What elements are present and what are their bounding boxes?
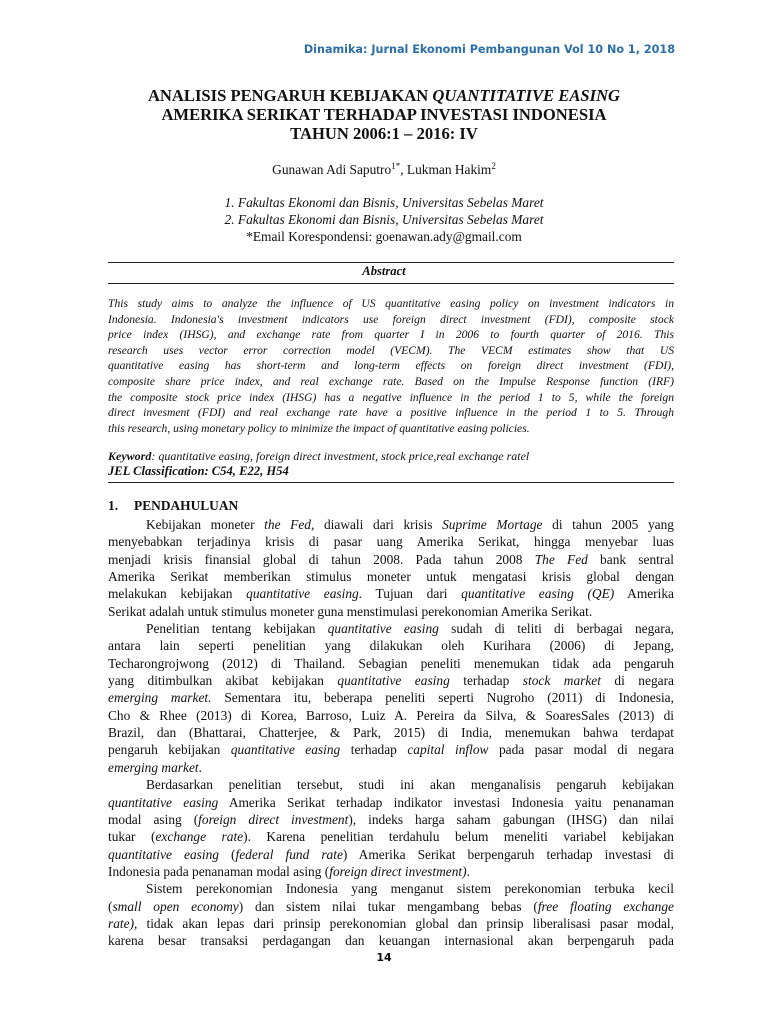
italic-term: exchange rate — [155, 829, 244, 845]
body-line — [108, 516, 674, 533]
text-run: Techarongrojwong (2012) di Thailand. Sebagian peneliti menemukan tidak ada pengaruh — [108, 655, 674, 671]
title-line-1-text: ANALISIS PENGARUH KEBIJAKAN — [147, 86, 433, 105]
text-run: . — [466, 863, 470, 879]
author-2: Lukman Hakim — [406, 162, 492, 177]
author-1: Gunawan Adi Saputro — [272, 162, 392, 177]
body-line — [108, 776, 674, 793]
text-run: yang ditimbulkan akibat kebijakan — [108, 673, 338, 689]
italic-term: federal fund rate — [235, 846, 343, 862]
abstract-line: Indonesia. Indonesia's investment indicators use foreign direct investment (FDI), composite stock — [108, 312, 674, 326]
italic-term: quantitative easing — [108, 794, 219, 810]
text-run: . Tujuan dari — [358, 586, 462, 602]
body-line — [108, 932, 674, 949]
affiliation-2: 2. Fakultas Ekonomi dan Bisnis, Universitas Sebelas Maret — [224, 212, 544, 227]
title-line-1-italic: QUANTITATIVE EASING — [432, 86, 621, 105]
abstract-text — [108, 296, 674, 436]
body-line — [108, 603, 674, 620]
text-run: Kebijakan moneter — [146, 517, 265, 532]
italic-term: emerging market. — [108, 690, 212, 706]
text-run: tukar ( — [108, 829, 156, 845]
text-run: ), indeks harga saham gabungan (IHSG) dan nilai — [348, 811, 674, 827]
italic-term: The Fed — [534, 551, 588, 567]
italic-term: quantitative easing — [108, 846, 219, 862]
abstract-rule — [108, 283, 674, 284]
text-run: Berdasarkan penelitian tersebut, studi ini akan menganalisis pengaruh kebijakan — [146, 777, 674, 793]
text-run: Penelitian tentang kebijakan — [146, 621, 328, 637]
text-run: modal asing ( — [108, 811, 199, 827]
author-1-marker: 1* — [391, 161, 401, 171]
body-line — [108, 915, 674, 932]
text-run: sudah di teliti di berbagai negara, — [438, 621, 675, 637]
text-run: ). Karena penelitian terdahulu belum meneliti variabel kebijakan — [243, 829, 674, 845]
abstract-line: quantitative easing has short-term and long-term effects on foreign direct investment (FDI), — [108, 359, 674, 373]
body-line — [108, 794, 674, 811]
text-run: ( — [108, 898, 113, 914]
abstract-heading: Abstract — [362, 264, 406, 278]
italic-term: capital inflow — [407, 742, 489, 758]
text-run: Sistem perekonomian Indonesia yang menganut sistem perekonomian terbuka kecil — [146, 881, 674, 897]
abstract-line: composite share price index, and real exchange rate. Based on the Impulse Response function (IRF) — [108, 374, 674, 388]
abstract-line: This study aims to analyze the influence of US quantitative easing policy on investment indicators in — [108, 297, 674, 310]
body-line — [108, 846, 674, 863]
italic-term: foreign direct investment) — [329, 863, 467, 879]
body-line — [108, 533, 674, 550]
body-line — [108, 741, 674, 758]
italic-term: quantitative easing — [230, 742, 341, 758]
bottom-rule — [108, 482, 674, 483]
text-run: Brazil, dan (Bhattarai, Chatterjee, & Park, 2015) di India, menemukan bahwa terdapat — [108, 725, 674, 741]
italic-term: rate) — [108, 915, 135, 931]
text-run: Serikat adalah untuk stimulus moneter guna menstimulasi perekonomian Amerika Serikat. — [108, 603, 593, 619]
body-line — [108, 811, 674, 828]
text-run: menyebabkan terjadinya krisis di pasar uang Amerika Serikat, hingga menyebar luas — [108, 534, 674, 550]
text-run: di negara — [600, 673, 674, 689]
italic-term: emerging market — [108, 759, 199, 775]
correspondence-email: *Email Korespondensi: goenawan.ady@gmail.com — [246, 229, 522, 244]
text-run: pada pasar modal di negara — [488, 742, 674, 758]
body-line — [108, 585, 674, 602]
body-line — [108, 637, 674, 654]
abstract-line: the composite stock price index (IHSG) has a negative influence in the period 1 to 5, while the foreign — [108, 390, 674, 404]
body-line — [108, 880, 674, 897]
italic-term: free floating exchange — [537, 898, 674, 914]
text-run: karena besar transaksi perdagangan dan keuangan internasional akan berpengaruh pada — [108, 933, 674, 949]
affiliations — [0, 194, 768, 245]
top-rule — [108, 262, 674, 263]
text-run: Amerika Serikat terhadap indikator investasi Indonesia yaitu penanaman — [218, 794, 674, 810]
section-heading — [108, 498, 238, 514]
text-run: bank sentral — [587, 551, 674, 567]
text-run: Sementara itu, beberapa peneliti seperti Nugroho (2011) di Indonesia, — [211, 690, 674, 706]
body-line — [108, 672, 674, 689]
italic-term: the Fed — [264, 517, 311, 532]
body-line — [108, 898, 674, 915]
italic-term: quantitative easing — [337, 673, 450, 689]
body-line — [108, 620, 674, 637]
affiliation-1: 1. Fakultas Ekonomi dan Bisnis, Universitas Sebelas Maret — [224, 195, 544, 210]
text-run: . — [198, 759, 202, 775]
body-line — [108, 568, 674, 585]
running-head: Dinamika: Jurnal Ekonomi Pembangunan Vol 10 No 1, 2018 — [303, 43, 675, 56]
text-run: Amerika Serikat memberikan stimulus moneter untuk mengatasi krisis global dengan — [108, 569, 674, 585]
body-text — [108, 516, 674, 950]
body-line — [108, 759, 674, 776]
section-title: PENDAHULUAN — [134, 498, 239, 513]
italic-term: quantitative easing (QE) — [461, 586, 615, 602]
author-list — [0, 161, 768, 178]
text-run: Cho & Rhee (2013) di Korea, Barroso, Luiz A. Pereira da Silva, & SoaresSales (2013) di — [108, 707, 674, 723]
italic-term: quantitative easing — [327, 621, 439, 637]
text-run: Indonesia pada penanaman modal asing ( — [108, 863, 330, 879]
author-2-marker: 2 — [491, 161, 496, 171]
text-run: , diawali dari krisis — [310, 517, 443, 532]
keyword-line — [108, 449, 674, 464]
body-line — [108, 863, 674, 880]
text-run: ) Amerika Serikat berpengaruh terhadap investasi di — [342, 846, 674, 862]
keyword-label: Keyword — [108, 449, 152, 463]
italic-term: quantitative easing — [246, 586, 359, 602]
title-line-2: AMERIKA SERIKAT TERHADAP INVESTASI INDONESIA — [161, 105, 607, 124]
body-line — [108, 551, 674, 568]
author-separator: , — [400, 162, 407, 177]
text-run: pengaruh kebijakan — [108, 742, 231, 758]
italic-term: Suprime Mortage — [442, 517, 543, 532]
title-line-3: TAHUN 2006:1 – 2016: IV — [290, 124, 478, 143]
text-run: antara lain seperti penelitian yang dilakukan oleh Kurihara (2006) di Jepang, — [108, 638, 674, 654]
text-run: terhadap — [340, 742, 408, 758]
page-number: 14 — [376, 951, 392, 964]
italic-term: stock market — [522, 673, 601, 689]
body-line — [108, 707, 674, 724]
title-line-1 — [0, 86, 768, 105]
body-line — [108, 828, 674, 845]
text-run: Amerika — [614, 586, 674, 602]
jel-classification: JEL Classification: C54, E22, H54 — [108, 464, 289, 478]
body-line — [108, 724, 674, 741]
abstract-line: this research, using monetary policy to minimize the impact of quantitative easing policies. — [108, 421, 530, 435]
body-line — [108, 655, 674, 672]
body-line — [108, 689, 674, 706]
paper-title — [0, 86, 768, 143]
keyword-text: : quantitative easing, foreign direct investment, stock price,real exchange ratel — [151, 449, 530, 463]
italic-term: foreign direct investment — [198, 811, 349, 827]
section-number: 1. — [108, 498, 119, 513]
text-run: menjadi krisis finansial global di tahun 2008. Pada tahun 2008 — [108, 551, 535, 567]
text-run: terhadap — [449, 673, 523, 689]
text-run: ( — [218, 846, 236, 862]
text-run: di tahun 2005 yang — [542, 517, 674, 532]
text-run: , tidak akan lepas dari prinsip perekonomian global dan prinsip liberalisasi pasar modal, — [134, 915, 674, 931]
abstract-line: research uses vector error correction model (VECM). The VECM estimates show that US — [108, 343, 674, 357]
text-run: melakukan kebijakan — [108, 586, 247, 602]
abstract-line: direct invesment (FDI) and real exchange rate have a positive influence in the period 1 to 5. Through — [108, 406, 674, 420]
abstract-line: price index (IHSG), and exchange rate from quarter I in 2006 to fourth quarter of 2016. This — [108, 328, 674, 342]
italic-term: small open economy — [112, 898, 239, 914]
text-run: ) dan sistem nilai tukar mengambang bebas ( — [238, 898, 538, 914]
